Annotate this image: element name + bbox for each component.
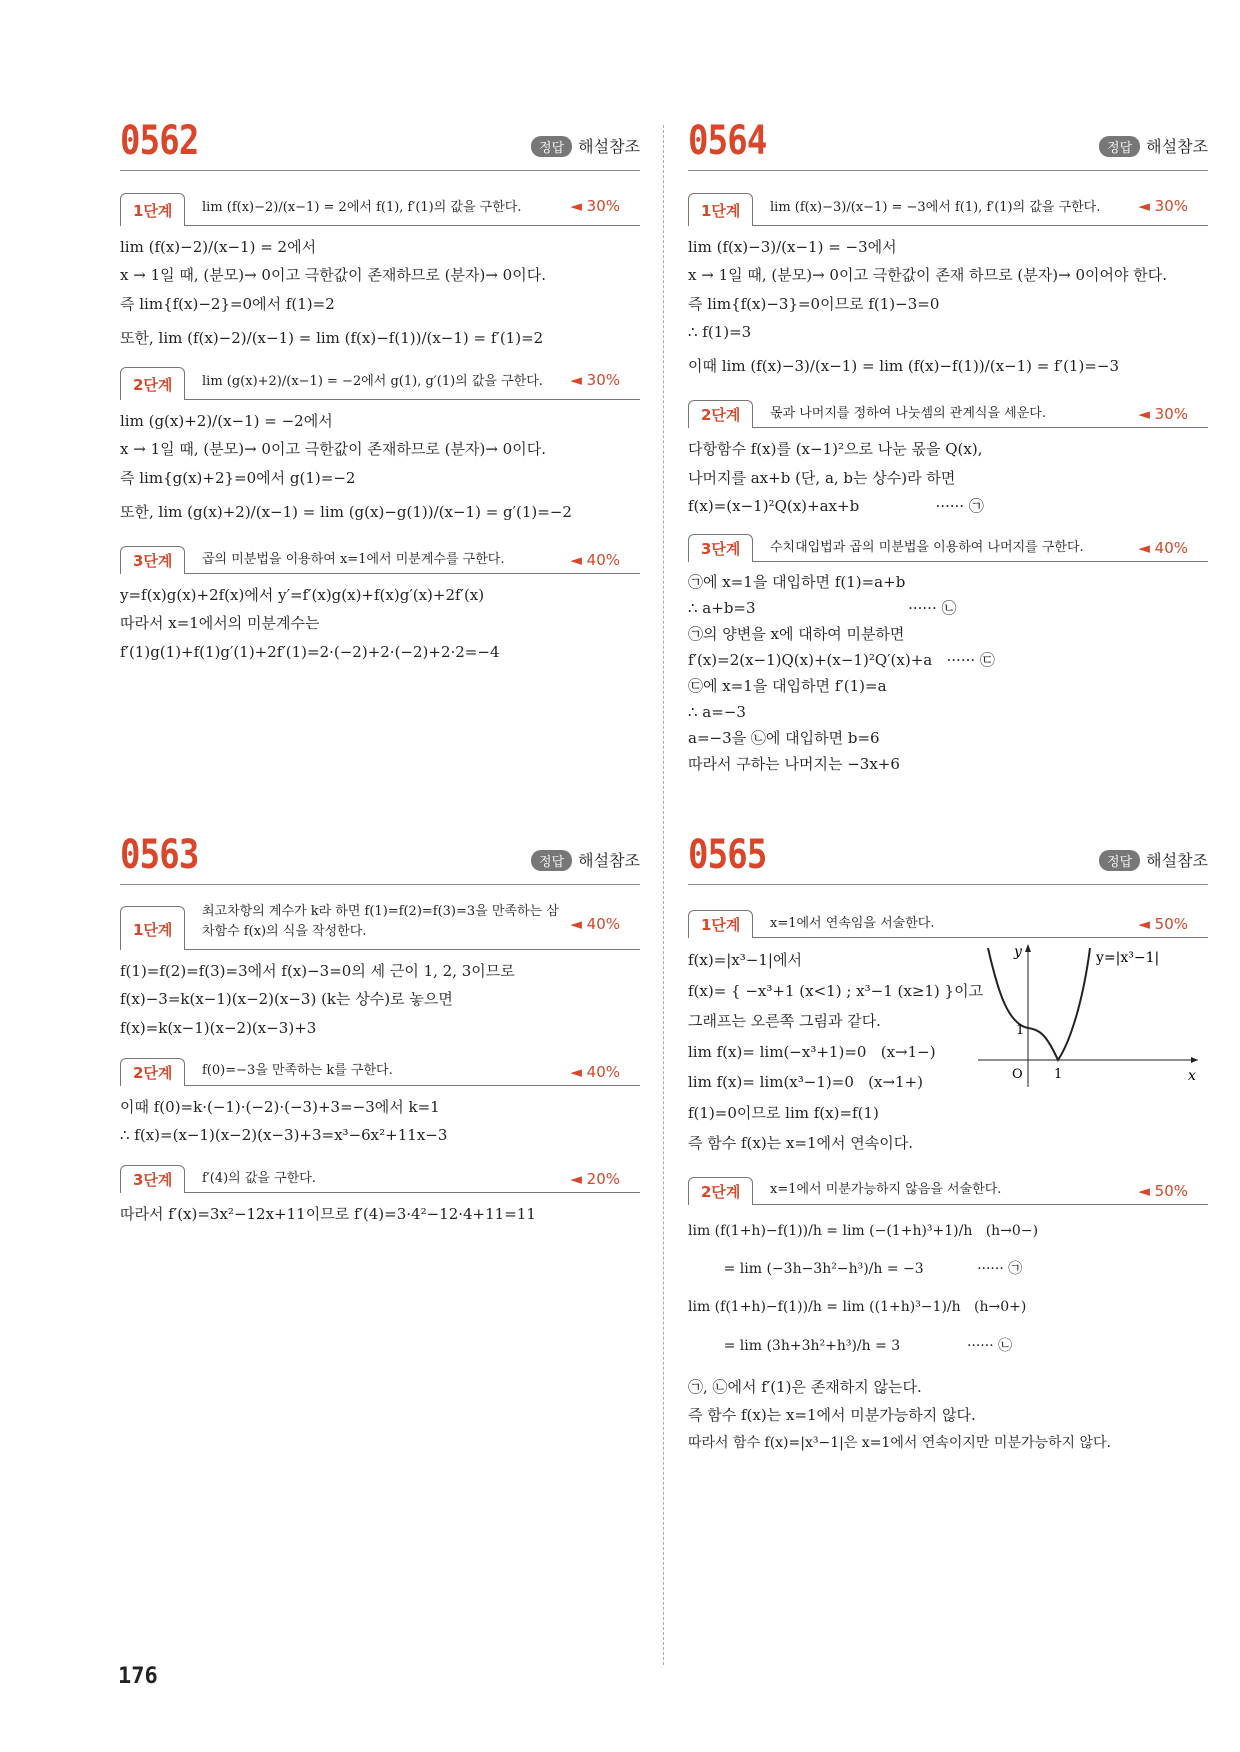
problem-header: [120, 832, 640, 885]
step-percent: ◄ 50%: [1138, 1181, 1188, 1200]
text-line: = lim (3h+3h²+h³)/h = 3 ······ ㉡: [688, 1337, 1013, 1354]
step-label: 2단계: [688, 1177, 753, 1205]
text-line: 또한, lim (g(x)+2)/(x−1) = lim (g(x)−g(1))/(x−1) = g′(1)=−2: [120, 502, 572, 521]
step-label: 2단계: [120, 367, 185, 400]
x-label: x: [1188, 1068, 1196, 1084]
answer-label: [531, 848, 640, 871]
step-label: 3단계: [120, 1165, 185, 1193]
text-line: f(1)=0이므로 lim f(x)=f(1): [688, 1103, 879, 1122]
step-2-content: [120, 400, 640, 525]
y-tick-label: 1: [1016, 1023, 1025, 1038]
step-3-content: [120, 574, 640, 665]
step-percent: ◄ 30%: [570, 197, 620, 215]
step-3-content: [688, 562, 1208, 776]
problem-number: 0564: [688, 118, 767, 164]
text-line: 따라서 구하는 나머지는 −3x+6: [688, 755, 900, 773]
step-label: 1단계: [120, 193, 185, 226]
text-line: f′(1)g(1)+f(1)g′(1)+2f′(1)=2·(−2)+2·(−2)+2·2=−4: [120, 642, 500, 661]
step-percent: ◄ 40%: [570, 915, 620, 933]
origin-label: O: [1012, 1067, 1023, 1082]
answer-label: [1099, 848, 1208, 871]
text-line: f(1)=f(2)=f(3)=3에서 f(x)−3=0의 세 근이 1, 2, 3이므로: [120, 962, 515, 980]
step-percent: ◄ 30%: [1138, 197, 1188, 215]
step-3-content: [120, 1193, 640, 1227]
text-line: 즉 함수 f(x)는 x=1에서 연속이다.: [688, 1134, 914, 1152]
step-desc: lim (f(x)−2)/(x−1) = 2에서 f(1), f′(1)의 값을 구한다.: [202, 199, 522, 215]
step-percent: ◄ 30%: [1138, 405, 1188, 424]
step-desc: 최고차항의 계수가 k라 하면 f(1)=f(2)=f(3)=3을 만족하는 삼차함수 f(x)의 식을 작성한다.: [202, 904, 559, 939]
step-percent: ◄ 20%: [570, 1170, 620, 1189]
step-label: 1단계: [688, 193, 753, 226]
text-line: lim f(x)= lim(x³−1)=0 (x→1+): [688, 1073, 924, 1091]
step-1-bar: [120, 897, 640, 950]
step-desc: 수치대입법과 곱의 미분법을 이용하여 나머지를 구한다.: [770, 539, 1084, 555]
text-line: 즉 lim{g(x)+2}=0에서 g(1)=−2: [120, 468, 356, 487]
text-line: 즉 lim{f(x)−3}=0이므로 f(1)−3=0: [688, 294, 940, 313]
step-3-bar: [120, 1152, 640, 1193]
text-line: lim (f(x)−2)/(x−1) = 2에서: [120, 238, 317, 256]
text-line: lim (f(1+h)−f(1))/h = lim (−(1+h)³+1)/h (h→0−): [688, 1222, 1039, 1239]
problem-0564: [688, 118, 1208, 778]
problem-header: [120, 118, 640, 171]
step-2-content: [120, 1086, 640, 1149]
step-2-content: [688, 1205, 1208, 1365]
step-1-content: [688, 226, 1208, 379]
step-1-content: [120, 226, 640, 351]
text-line: lim f(x)= lim(−x³+1)=0 (x→1−): [688, 1042, 936, 1061]
answer-badge: 정답: [1099, 850, 1140, 871]
y-label: y: [1014, 944, 1022, 960]
step-label: 2단계: [120, 1058, 185, 1086]
answer-text: 해설참조: [1146, 851, 1208, 870]
text-line: 따라서 f′(x)=3x²−12x+11이므로 f′(4)=3·4²−12·4+11=11: [120, 1205, 536, 1224]
text-line: f(x)−3=k(x−1)(x−2)(x−3) (k는 상수)로 놓으면: [120, 990, 453, 1009]
text-line: 이때 f(0)=k·(−1)·(−2)·(−3)+3=−3에서 k=1: [120, 1097, 440, 1116]
step-label: 3단계: [120, 546, 185, 574]
step-desc: f′(4)의 값을 구한다.: [202, 1170, 316, 1186]
text-line: ∴ a+b=3 ······ ㉡: [688, 599, 957, 617]
answer-badge: 정답: [531, 136, 572, 157]
text-line: 즉 lim{f(x)−2}=0에서 f(1)=2: [120, 294, 335, 313]
step-desc: 몫과 나머지를 정하여 나눗셈의 관계식을 세운다.: [770, 405, 1046, 421]
answer-badge: 정답: [1099, 136, 1140, 157]
step-percent: ◄ 30%: [570, 371, 620, 389]
step-3-bar: [688, 521, 1208, 562]
step-percent: ◄ 40%: [570, 1062, 620, 1081]
text-line: f′(x)=2(x−1)Q(x)+(x−1)²Q′(x)+a ······ ㉢: [688, 651, 995, 669]
step-percent: ◄ 40%: [570, 551, 620, 569]
problem-number: 0562: [120, 118, 199, 164]
text-line: f(x)=(x−1)²Q(x)+ax+b ······ ㉠: [688, 496, 984, 515]
step-2-bar: [688, 1164, 1208, 1205]
step-desc: x=1에서 미분가능하지 않음을 서술한다.: [770, 1182, 1002, 1197]
answer-label: [531, 134, 640, 157]
text-line: 이때 lim (f(x)−3)/(x−1) = lim (f(x)−f(1))/(x−1) = f′(1)=−3: [688, 357, 1119, 375]
text-line: f(x)=|x³−1|에서: [688, 951, 802, 969]
curve-label: y=|x³−1|: [1096, 950, 1160, 966]
step-desc: lim (f(x)−3)/(x−1) = −3에서 f(1), f′(1)의 값을 구한다.: [770, 199, 1101, 215]
step-label: 1단계: [688, 910, 753, 938]
step-1-content: [688, 938, 984, 1158]
step-1-bar: [688, 183, 1208, 226]
step-desc: lim (g(x)+2)/(x−1) = −2에서 g(1), g′(1)의 값을 구한다.: [202, 373, 543, 389]
text-line: f(x)=k(x−1)(x−2)(x−3)+3: [120, 1018, 317, 1037]
text-line: y=f(x)g(x)+2f(x)에서 y′=f′(x)g(x)+f(x)g′(x)+2f′(x): [120, 586, 485, 604]
step-desc: f(0)=−3을 만족하는 k를 구한다.: [202, 1063, 393, 1079]
text-line: lim (f(x)−3)/(x−1) = −3에서: [688, 238, 897, 256]
x-tick-label: 1: [1054, 1067, 1063, 1082]
function-graph: [978, 942, 1208, 1092]
text-line: f(x)= { −x³+1 (x<1) ; x³−1 (x≥1) }이고: [688, 981, 984, 1000]
text-line: lim (f(1+h)−f(1))/h = lim ((1+h)³−1)/h (h→0+): [688, 1299, 1027, 1316]
text-line: ∴ a=−3: [688, 703, 746, 721]
text-line: x → 1일 때, (분모)→ 0이고 극한값이 존재하므로 (분자)→ 0이다.: [120, 440, 546, 459]
page-number: 176: [118, 1664, 158, 1689]
step-3-bar: [120, 533, 640, 574]
problem-header: [688, 118, 1208, 171]
text-line: 또한, lim (f(x)−2)/(x−1) = lim (f(x)−f(1))/(x−1) = f′(1)=2: [120, 328, 544, 347]
text-line: ㉠의 양변을 x에 대하여 미분하면: [688, 625, 905, 643]
step-2-conclusion: [688, 1366, 1208, 1455]
text-line: a=−3을 ㉡에 대입하면 b=6: [688, 729, 880, 747]
answer-text: 해설참조: [578, 851, 640, 870]
step-1-bar: [120, 183, 640, 226]
step-2-bar: [688, 387, 1208, 428]
column-divider: [663, 125, 664, 1665]
text-line: ㉠, ㉡에서 f′(1)은 존재하지 않는다.: [688, 1378, 922, 1397]
text-line: 따라서 x=1에서의 미분계수는: [120, 614, 320, 633]
answer-text: 해설참조: [578, 137, 640, 156]
text-line: lim (g(x)+2)/(x−1) = −2에서: [120, 412, 333, 430]
step-label: 2단계: [688, 400, 753, 428]
text-line: 즉 함수 f(x)는 x=1에서 미분가능하지 않다.: [688, 1406, 976, 1425]
text-line: ㉢에 x=1을 대입하면 f′(1)=a: [688, 677, 887, 695]
text-line: x → 1일 때, (분모)→ 0이고 극한값이 존재 하므로 (분자)→ 0이어야 한다.: [688, 266, 1167, 285]
step-2-content: [688, 428, 1208, 519]
answer-badge: 정답: [531, 850, 572, 871]
step-percent: ◄ 50%: [1138, 915, 1188, 933]
problem-0563: [120, 832, 640, 1230]
step-label: 1단계: [120, 906, 185, 950]
text-line: 다항함수 f(x)를 (x−1)²으로 나눈 몫을 Q(x),: [688, 440, 983, 459]
text-line: 나머지를 ax+b (단, a, b는 상수)라 하면: [688, 468, 956, 487]
text-line: 그래프는 오른쪽 그림과 같다.: [688, 1012, 881, 1030]
step-2-bar: [120, 1045, 640, 1086]
step-desc: 곱의 미분법을 이용하여 x=1에서 미분계수를 구한다.: [202, 551, 505, 567]
text-line: 따라서 함수 f(x)=|x³−1|은 x=1에서 연속이지만 미분가능하지 않다.: [688, 1434, 1111, 1451]
problem-number: 0565: [688, 832, 767, 878]
text-line: ∴ f(1)=3: [688, 322, 752, 341]
step-1-bar: [688, 897, 1208, 938]
text-line: ㉠에 x=1을 대입하면 f(1)=a+b: [688, 573, 906, 591]
problem-number: 0563: [120, 832, 199, 878]
x-axis-arrow: [1191, 1057, 1198, 1063]
text-line: x → 1일 때, (분모)→ 0이고 극한값이 존재하므로 (분자)→ 0이다.: [120, 266, 546, 285]
step-percent: ◄ 40%: [1138, 539, 1188, 557]
step-desc: x=1에서 연속임을 서술한다.: [770, 915, 935, 931]
problem-0562: [120, 118, 640, 667]
y-axis-arrow: [1025, 944, 1031, 952]
step-label: 3단계: [688, 534, 753, 562]
text-line: ∴ f(x)=(x−1)(x−2)(x−3)+3=x³−6x²+11x−3: [120, 1126, 448, 1144]
answer-label: [1099, 134, 1208, 157]
step-2-bar: [120, 359, 640, 400]
problem-0565: [688, 832, 1208, 1457]
problem-header: [688, 832, 1208, 885]
curve: [988, 948, 1090, 1060]
text-line: = lim (−3h−3h²−h³)/h = −3 ······ ㉠: [688, 1260, 1023, 1277]
step-1-content: [120, 950, 640, 1041]
answer-text: 해설참조: [1146, 137, 1208, 156]
